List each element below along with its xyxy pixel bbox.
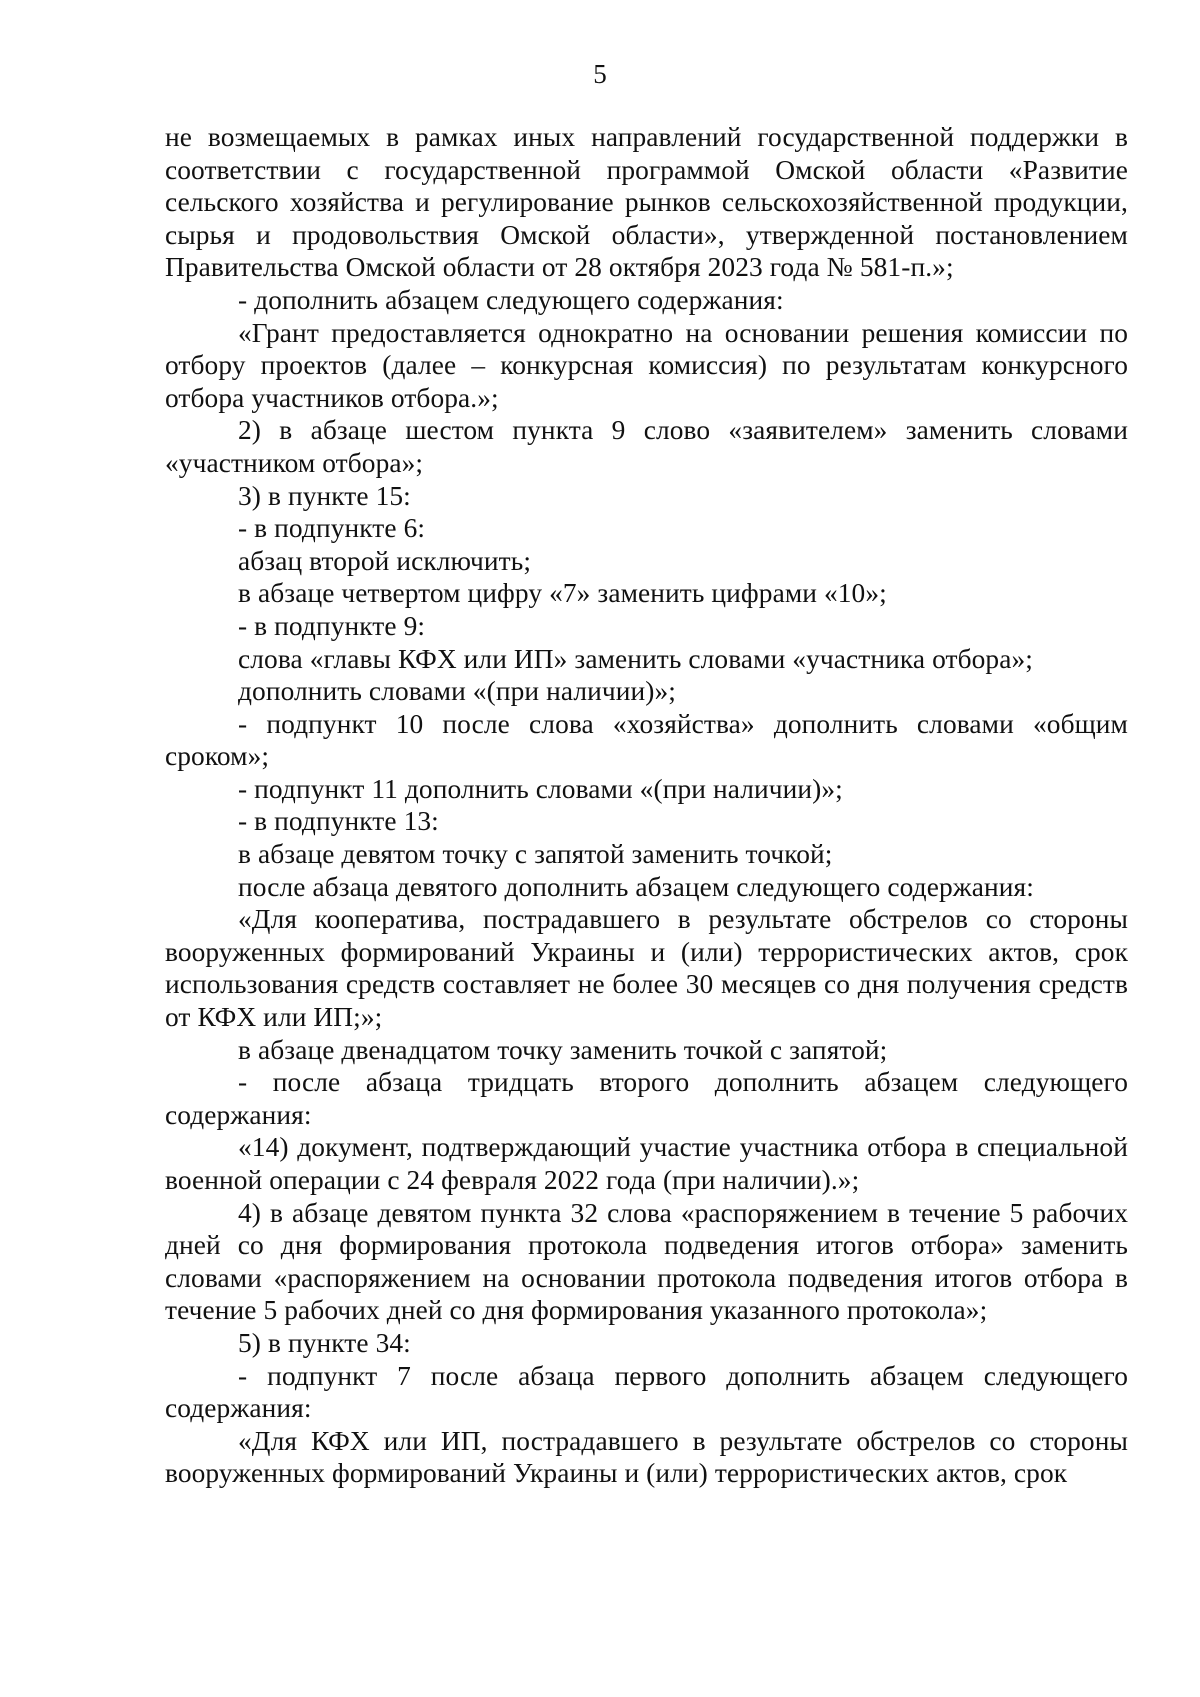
paragraph: дополнить словами «(при наличии)»;: [238, 676, 676, 707]
paragraph: «14) документ, подтверждающий участие участника отбора в специальной военной операции с 24 февраля 2022 года (при наличии).»;: [165, 1132, 1128, 1195]
paragraph: - в подпункте 13:: [238, 806, 439, 837]
document-body: [165, 121, 1128, 1490]
paragraph: «Для кооператива, пострадавшего в результате обстрелов со стороны вооруженных формирований Украины и (или) террористических актов, срок использования средств составляет не более 30 месяцев со дня получения средств от КФХ или ИП;»;: [165, 904, 1128, 1033]
paragraph: не возмещаемых в рамках иных направлений государственной поддержки в соответствии с государственной программой Омской области «Развитие сельского хозяйства и регулирование рынков сельскохозяйственной продукции, сырья и продовольствия Омской области», утвержденной постановлением Правительства Омской области от 28 октября 2023 года № 581-п.»;: [165, 122, 1128, 283]
paragraph: в абзаце девятом точку с запятой заменить точкой;: [238, 839, 833, 870]
page-number: 5: [593, 59, 607, 89]
paragraph: 2) в абзаце шестом пункта 9 слово «заявителем» заменить словами «участником отбора»;: [165, 415, 1128, 478]
paragraph: - после абзаца тридцать второго дополнить абзацем следующего содержания:: [165, 1067, 1128, 1130]
paragraph: - подпункт 11 дополнить словами «(при наличии)»;: [238, 773, 843, 804]
paragraph: слова «главы КФХ или ИП» заменить словами «участника отбора»;: [238, 643, 1033, 674]
paragraph: в абзаце четвертом цифру «7» заменить цифрами «10»;: [238, 578, 887, 609]
paragraph: - в подпункте 9:: [238, 610, 426, 641]
paragraph: - в подпункте 6:: [238, 513, 426, 544]
paragraph: «Грант предоставляется однократно на основании решения комиссии по отбору проектов (далее – конкурсная комиссия) по результатам конкурсного отбора участников отбора.»;: [165, 317, 1128, 413]
paragraph: - дополнить абзацем следующего содержания:: [238, 284, 784, 315]
paragraph: 5) в пункте 34:: [238, 1327, 411, 1358]
paragraph: 4) в абзаце девятом пункта 32 слова «распоряжением в течение 5 рабочих дней со дня формирования протокола подведения итогов отбора» заменить словами «распоряжением на основании протокола подведения итогов отбора в течение 5 рабочих дней со дня формирования указанного протокола»;: [165, 1197, 1128, 1326]
paragraph: 3) в пункте 15:: [238, 480, 411, 511]
paragraph: - подпункт 7 после абзаца первого дополнить абзацем следующего содержания:: [165, 1360, 1128, 1424]
paragraph: «Для КФХ или ИП, пострадавшего в результате обстрелов со стороны вооруженных формирований Украины и (или) террористических актов, срок: [165, 1425, 1128, 1489]
paragraph: абзац второй исключить;: [238, 545, 532, 576]
paragraph: после абзаца девятого дополнить абзацем следующего содержания:: [238, 871, 1034, 902]
paragraph: в абзаце двенадцатом точку заменить точкой с запятой;: [238, 1034, 888, 1065]
paragraph: - подпункт 10 после слова «хозяйства» дополнить словами «общим сроком»;: [165, 708, 1128, 772]
